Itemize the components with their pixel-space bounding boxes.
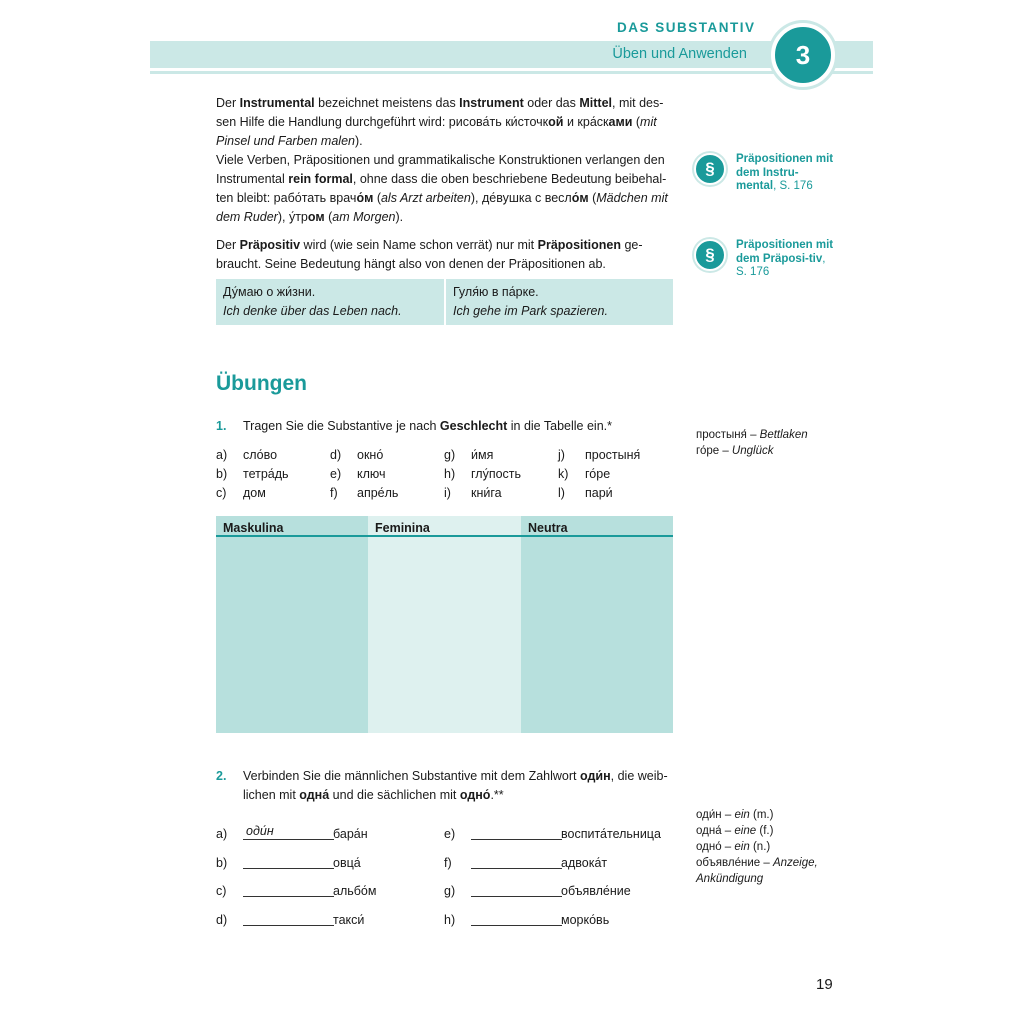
task-1-text: Tragen Sie die Substantive je nach Geschlecht in die Tabelle ein.*: [243, 419, 612, 433]
answer-input[interactable]: [243, 910, 334, 926]
column-header: Maskulina: [216, 516, 368, 537]
column-header: Neutra: [521, 516, 673, 537]
section-title: Übungen: [216, 372, 307, 395]
example-right-de: Ich gehe im Park spazieren.: [453, 304, 608, 318]
example-left: [216, 279, 444, 325]
example-left-de: Ich denke über das Leben nach.: [223, 304, 402, 318]
gloss-line: одно́ – ein (n.): [696, 841, 771, 853]
task-2-text: Verbinden Sie die männlichen Substantive mit dem Zahlwort оди́н, die weiblichen mit одна́ und die sächlichen mit одно́.**: [243, 769, 668, 802]
task-1: [216, 417, 676, 436]
section-label: Üben und Anwenden: [612, 46, 747, 62]
answer-input[interactable]: [243, 853, 334, 869]
answer-input[interactable]: [243, 881, 334, 897]
fill-list: a) оди́н бара́н b) овца́ c) альбо́м d) такси́ e) воспита́тельница f) адвока́т g) объявле́ние h) морко́вь: [216, 824, 661, 927]
column-feminina[interactable]: [368, 516, 521, 733]
answer-input[interactable]: [471, 910, 562, 926]
page-number: 19: [816, 976, 833, 993]
paragraph-icon: §: [694, 153, 726, 185]
answer-input[interactable]: оди́н: [243, 824, 334, 840]
header-rule: [150, 71, 873, 74]
task-1-number: 1.: [216, 419, 227, 433]
chapter-number-badge: 3: [771, 23, 835, 87]
column-header: Feminina: [368, 516, 521, 537]
gloss-line: одна́ – eine (f.): [696, 825, 774, 837]
gloss-line: оди́н – ein (m.): [696, 809, 774, 821]
answer-input[interactable]: [471, 853, 562, 869]
example-right: [446, 279, 673, 325]
gloss-line: простыня́ – Bettlaken: [696, 429, 808, 441]
answer-input[interactable]: [471, 881, 562, 897]
prepositiv-paragraph: Der Präpositiv wird (wie sein Name schon verrät) nur mit Präpositionen gebraucht. Seine Bedeutung hängt also von denen der Präpositionen ab.: [216, 238, 643, 271]
paragraph-icon: §: [694, 239, 726, 271]
gender-table: [216, 516, 673, 733]
example-left-ru: Ду́маю о жи́зни.: [223, 285, 316, 299]
example-table: [216, 279, 673, 325]
column-neutra[interactable]: [521, 516, 673, 733]
instrumental-paragraph: Der Instrumental bezeichnet meistens das Instrument oder das Mittel, mit dessen Hilfe die Handlung durchgeführt wird: рисова́ть ки́сточкой и кра́сками (mit Pinsel und Farben malen). Viele Verben, Präpositionen und grammatikalische Konstruktionen verlangen den Instrumental rein formal, ohne dass die oben beschriebene Bedeutung beibehalten bleibt: рабо́тать врачо́м (als Arzt arbeiten), де́вушка с весло́м (Mädchen mit dem Ruder), у́тром (am Morgen).: [216, 96, 668, 224]
column-maskulina[interactable]: [216, 516, 368, 733]
task-2: [216, 767, 676, 807]
answer-input[interactable]: [471, 824, 562, 840]
example-right-ru: Гуля́ю в па́рке.: [453, 285, 539, 299]
ref-prepositiv[interactable]: [694, 239, 834, 283]
gloss-task-2: [696, 807, 831, 887]
task-2-number: 2.: [216, 769, 227, 783]
chapter-label: DAS SUBSTANTIV: [617, 20, 756, 35]
ref-instrumental-text: Präpositionen mit dem Instru-mental, S. 176: [736, 153, 834, 192]
gloss-task-1: [696, 427, 836, 459]
gloss-line: го́ре – Unglück: [696, 445, 774, 457]
ref-instrumental[interactable]: [694, 153, 834, 197]
gloss-line: объявле́ние – Anzeige, Ankündigung: [696, 857, 818, 885]
ref-prepositiv-text: Präpositionen mit dem Präposi-tiv, S. 176: [736, 239, 834, 278]
